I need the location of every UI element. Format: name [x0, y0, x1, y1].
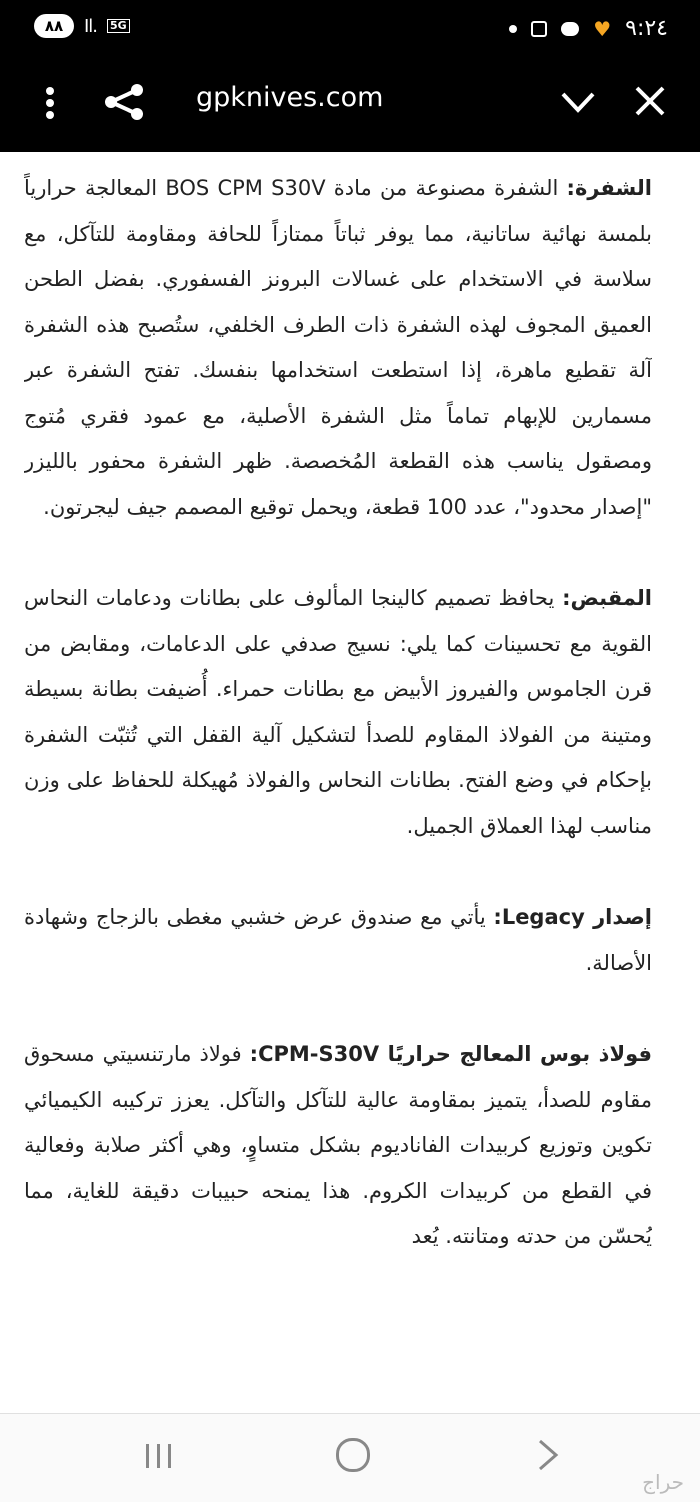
- home-icon[interactable]: [336, 1438, 370, 1472]
- screenshot-icon: [531, 21, 547, 37]
- paragraph-steel: [24, 1032, 652, 1260]
- status-left: [34, 14, 130, 38]
- paragraph-text: فولاذ مارتنسيتي مسحوق مقاوم للصدأ، يتميز بمقاومة عالية للتآكل والتآكل. يعزز تركيبه الكيميائي تكوين وتوزيع كربيدات الفاناديوم بشكل متساوٍ، وهي أكثر صلابة وفعالية في القطع من كربيدات الكروم. هذا يمنحه حبيبات دقيقة للغاية، مما يُحسّن من حدته ومتانته. يُعد: [24, 1042, 652, 1248]
- app-notification-icon: ♥: [593, 16, 612, 41]
- paragraph-heading: المقبض:: [562, 586, 652, 610]
- status-right: [509, 16, 668, 41]
- paragraph-handle: [24, 576, 652, 849]
- paragraph-heading: الشفرة:: [566, 176, 652, 200]
- paragraph-text: يحافظ تصميم كالينجا المألوف على بطانات ودعامات النحاس القوية مع تحسينات كما يلي: نسيج صدفي على الدعامات، ومقابض من قرن الجاموس والفيروز الأبيض مع بطانات حمراء. أُضيفت بطانة بسيطة ومتينة من الفولاذ المقاوم للصدأ لتشكيل آلية القفل التي تُثبّت الشفرة بإحكام في وضع الفتح. بطانات النحاس والفولاذ مُهيكلة للحفاظ على وزن مناسب لهذا العملاق الجميل.: [24, 586, 652, 838]
- battery-indicator: ٨٨: [34, 14, 74, 38]
- status-bar: [0, 0, 700, 64]
- menu-kebab-icon[interactable]: [44, 84, 56, 124]
- close-icon[interactable]: [633, 84, 667, 118]
- browser-toolbar: [0, 64, 700, 152]
- watermark: حراج: [642, 1470, 684, 1494]
- paragraph-heading: إصدار Legacy:: [493, 905, 652, 929]
- paragraph-text: الشفرة مصنوعة من مادة BOS CPM S30V المعالجة حرارياً بلمسة نهائية ساتانية، مما يوفر ثباتاً ممتازاً للحافة ومقاومة للتآكل، مع سلاسة في الاستخدام على غسالات البرونز الفسفوري. بفضل الطحن العميق المجوف لهذه الشفرة ذات الطرف الخلفي، ستُصبح هذه الشفرة آلة تقطيع ماهرة، إذا استطعت استخدامها بنفسك. تفتح الشفرة عبر مسمارين للإبهام تماماً مثل الشفرة الأصلية، مع عمود فقري مُتوج ومصقول يناسب هذه القطعة المُخصصة. ظهر الشفرة محفور بالليزر "إصدار محدود"، عدد 100 قطعة، ويحمل توقيع المصمم جيف ليجرتون.: [24, 176, 652, 519]
- paragraph-text: يأتي مع صندوق عرض خشبي مغطى بالزجاج وشهادة الأصالة.: [24, 905, 652, 975]
- back-icon[interactable]: [536, 1438, 560, 1472]
- chevron-down-icon[interactable]: [560, 84, 596, 120]
- clock: ٩:٢٤: [625, 16, 668, 41]
- signal-icon: Il.: [84, 15, 98, 37]
- message-icon: [561, 22, 579, 36]
- system-nav-bar: [0, 1413, 700, 1502]
- share-icon[interactable]: [104, 82, 144, 122]
- paragraph-legacy: [24, 895, 652, 986]
- notification-dot-icon: [509, 25, 517, 33]
- article-content: [24, 166, 652, 1408]
- paragraph-heading: فولاذ بوس المعالج حراريًا CPM-S30V:: [249, 1042, 652, 1066]
- network-type: 5G: [107, 19, 130, 33]
- recent-apps-icon[interactable]: [144, 1442, 174, 1470]
- url-bar[interactable]: gpknives.com: [196, 82, 384, 113]
- paragraph-blade: [24, 166, 652, 530]
